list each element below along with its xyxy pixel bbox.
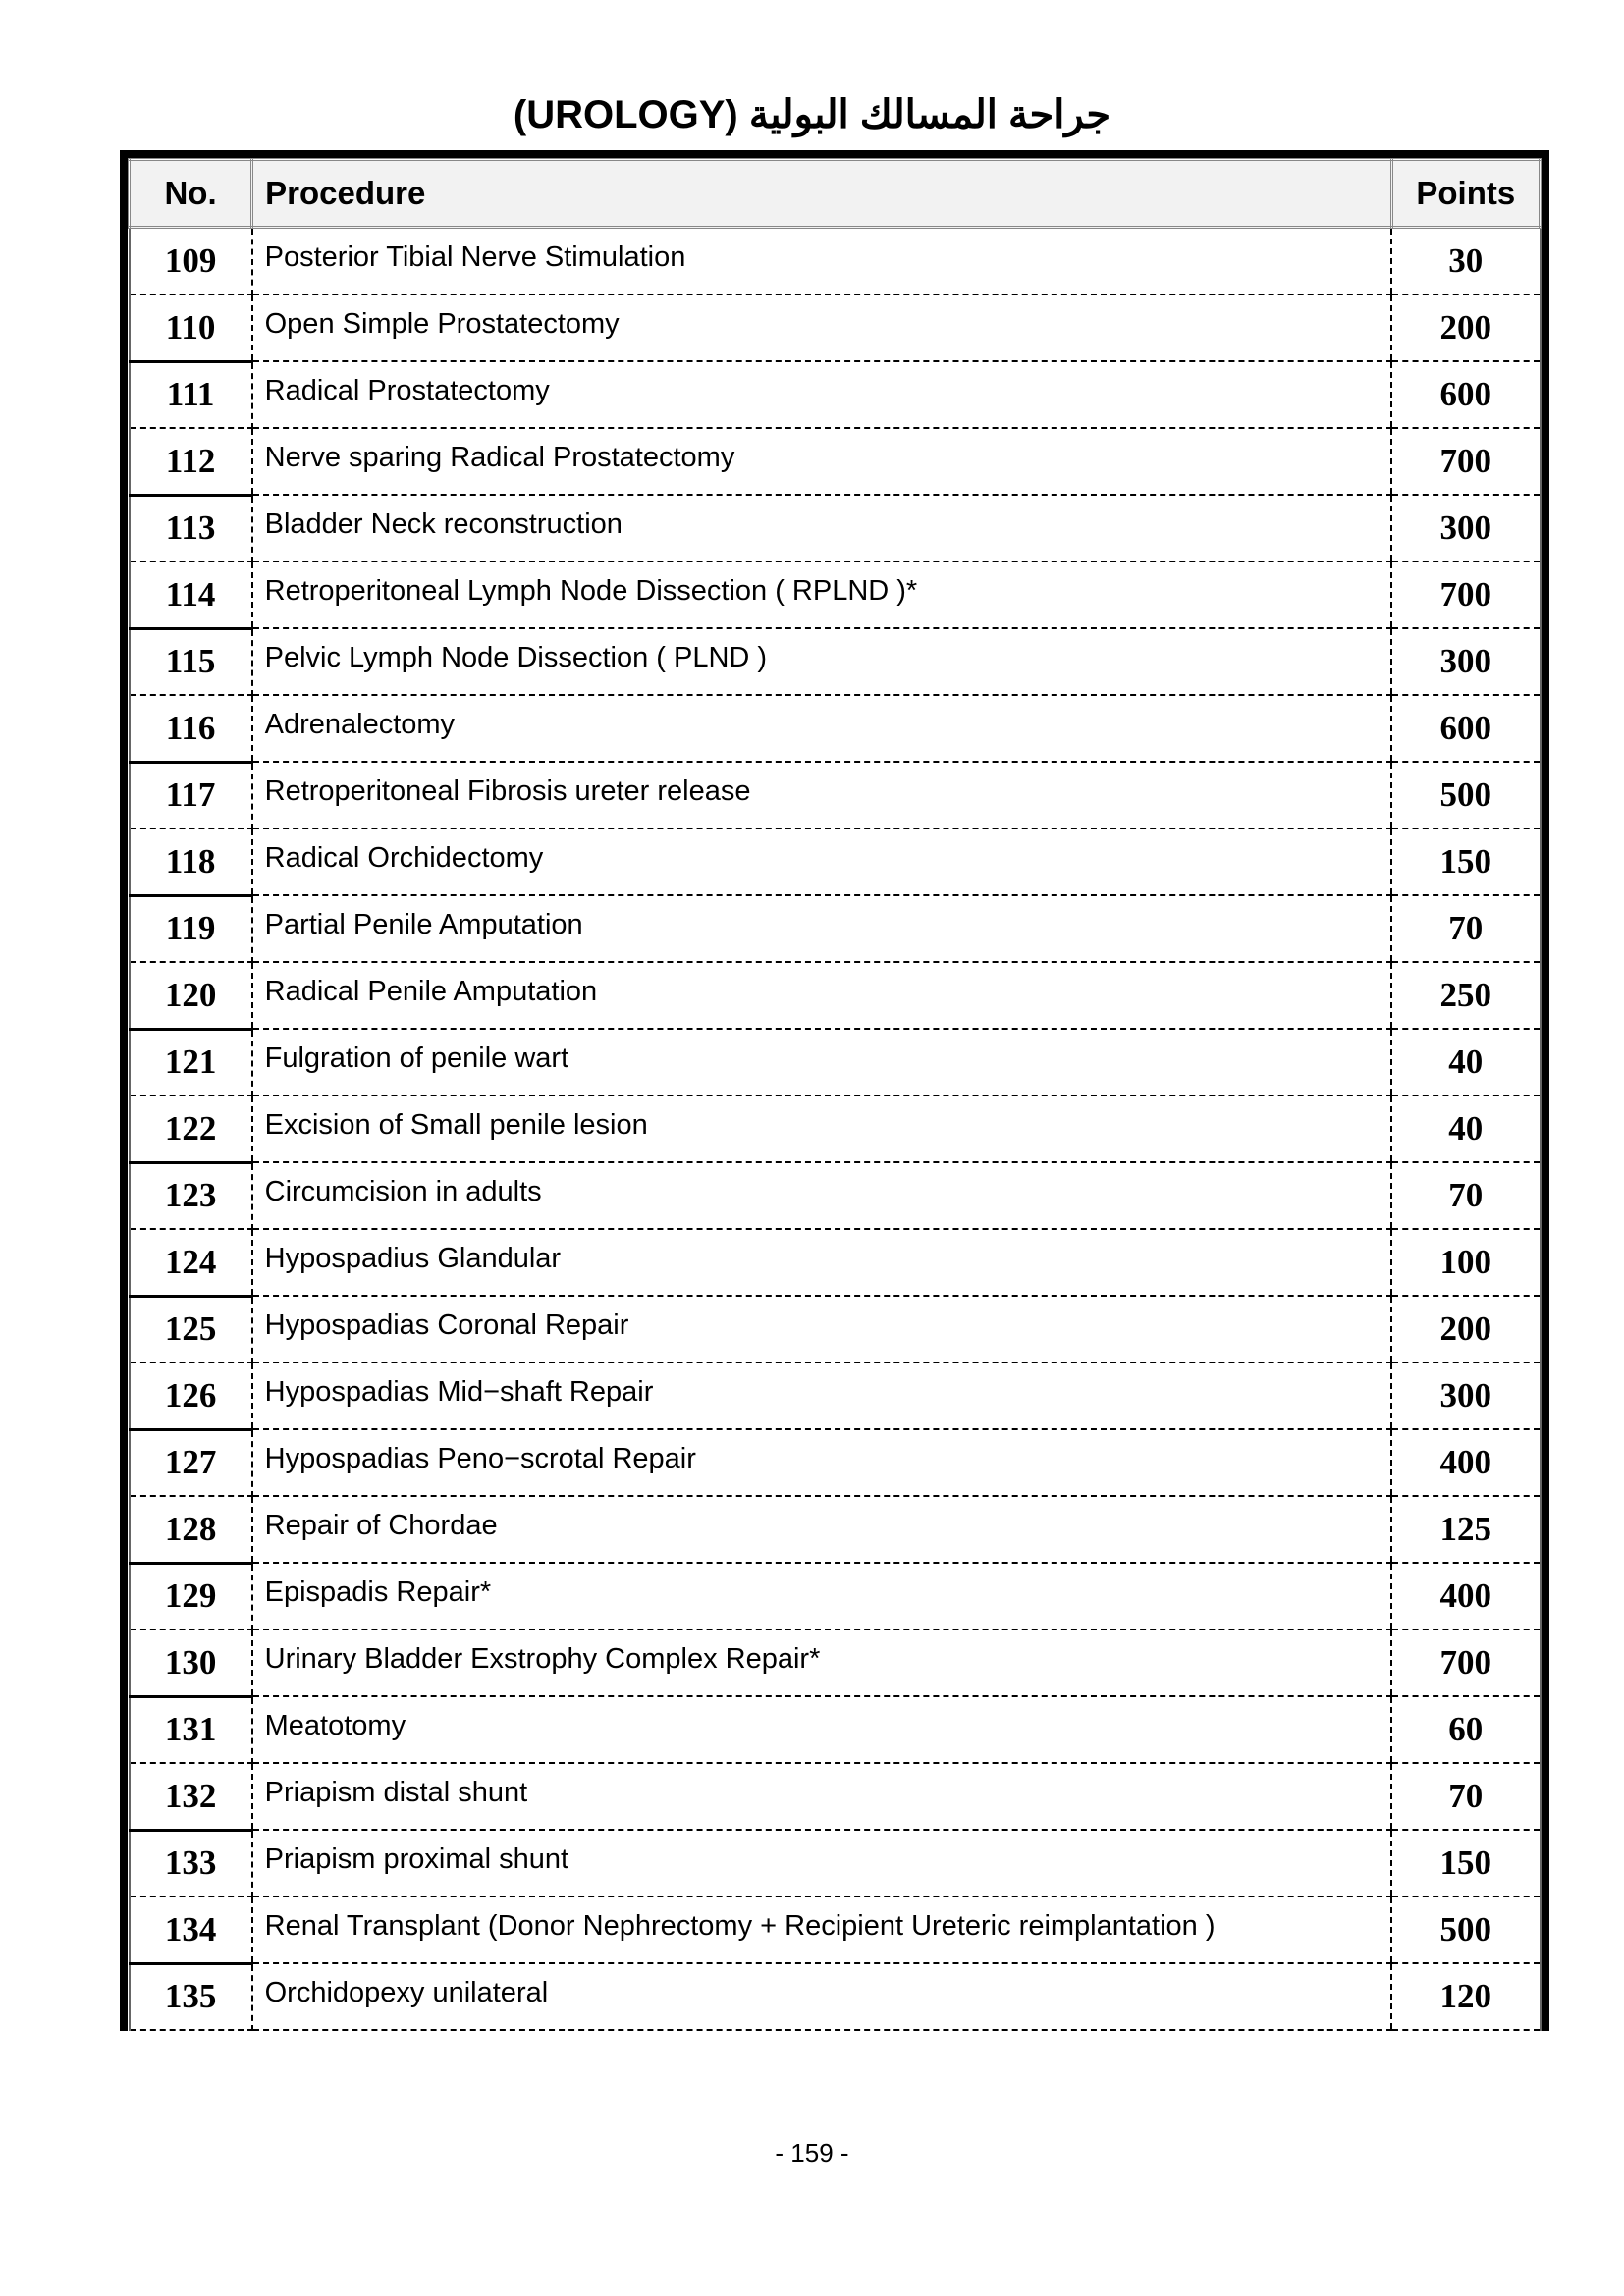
header-no: No.	[130, 160, 252, 228]
row-points: 40	[1391, 1095, 1540, 1162]
row-number: 115	[130, 628, 252, 695]
table-row	[130, 1229, 1541, 1296]
row-procedure: Radical Penile Amputation	[252, 962, 1391, 1029]
row-number: 121	[130, 1029, 252, 1095]
row-procedure: Posterior Tibial Nerve Stimulation	[252, 228, 1391, 295]
row-number: 135	[130, 1963, 252, 2030]
row-procedure: Pelvic Lymph Node Dissection ( PLND )	[252, 628, 1391, 695]
row-procedure: Retroperitoneal Lymph Node Dissection ( RPLND )*	[252, 561, 1391, 628]
row-points: 600	[1391, 695, 1540, 762]
row-procedure: Repair of Chordae	[252, 1496, 1391, 1563]
table-row	[130, 762, 1541, 828]
table-row	[130, 828, 1541, 895]
row-procedure: Urinary Bladder Exstrophy Complex Repair*	[252, 1629, 1391, 1696]
row-points: 60	[1391, 1696, 1540, 1763]
table-row	[130, 1563, 1541, 1629]
row-number: 116	[130, 695, 252, 762]
row-procedure: Fulgration of penile wart	[252, 1029, 1391, 1095]
table-row	[130, 1429, 1541, 1496]
row-points: 120	[1391, 1963, 1540, 2030]
row-points: 100	[1391, 1229, 1540, 1296]
title-english: (UROLOGY)	[513, 93, 738, 136]
table-body	[130, 228, 1541, 2031]
procedures-table	[128, 158, 1542, 2031]
row-procedure: Hypospadias Peno−scrotal Repair	[252, 1429, 1391, 1496]
table-row	[130, 1696, 1541, 1763]
row-points: 250	[1391, 962, 1540, 1029]
table-row	[130, 1963, 1541, 2030]
table-row	[130, 1296, 1541, 1362]
row-procedure: Nerve sparing Radical Prostatectomy	[252, 428, 1391, 495]
row-number: 133	[130, 1830, 252, 1896]
table-row	[130, 1362, 1541, 1429]
table-row	[130, 495, 1541, 561]
row-number: 117	[130, 762, 252, 828]
row-points: 70	[1391, 1763, 1540, 1830]
row-points: 700	[1391, 1629, 1540, 1696]
row-procedure: Radical Orchidectomy	[252, 828, 1391, 895]
row-points: 200	[1391, 294, 1540, 361]
row-procedure: Hypospadias Coronal Repair	[252, 1296, 1391, 1362]
row-number: 109	[130, 228, 252, 295]
table-row	[130, 561, 1541, 628]
table-header-row	[130, 160, 1541, 228]
row-points: 150	[1391, 828, 1540, 895]
row-points: 70	[1391, 895, 1540, 962]
row-procedure: Priapism distal shunt	[252, 1763, 1391, 1830]
row-points: 70	[1391, 1162, 1540, 1229]
row-number: 118	[130, 828, 252, 895]
row-number: 123	[130, 1162, 252, 1229]
row-points: 200	[1391, 1296, 1540, 1362]
table-row	[130, 1629, 1541, 1696]
row-points: 600	[1391, 361, 1540, 428]
row-procedure: Excision of Small penile lesion	[252, 1095, 1391, 1162]
row-procedure: Circumcision in adults	[252, 1162, 1391, 1229]
header-points: Points	[1391, 160, 1540, 228]
row-procedure: Retroperitoneal Fibrosis ureter release	[252, 762, 1391, 828]
row-points: 300	[1391, 628, 1540, 695]
row-number: 129	[130, 1563, 252, 1629]
row-points: 500	[1391, 1896, 1540, 1963]
row-number: 114	[130, 561, 252, 628]
row-points: 30	[1391, 228, 1540, 295]
row-points: 300	[1391, 1362, 1540, 1429]
row-number: 120	[130, 962, 252, 1029]
row-number: 134	[130, 1896, 252, 1963]
row-number: 124	[130, 1229, 252, 1296]
row-number: 131	[130, 1696, 252, 1763]
row-procedure: Radical Prostatectomy	[252, 361, 1391, 428]
row-points: 40	[1391, 1029, 1540, 1095]
row-procedure: Open Simple Prostatectomy	[252, 294, 1391, 361]
row-number: 127	[130, 1429, 252, 1496]
title-arabic: جراحة المسالك البولية	[748, 93, 1111, 136]
table-row	[130, 895, 1541, 962]
table-row	[130, 1896, 1541, 1963]
row-procedure: Adrenalectomy	[252, 695, 1391, 762]
row-points: 500	[1391, 762, 1540, 828]
row-number: 119	[130, 895, 252, 962]
row-procedure: Partial Penile Amputation	[252, 895, 1391, 962]
row-points: 400	[1391, 1563, 1540, 1629]
row-points: 125	[1391, 1496, 1540, 1563]
header-procedure: Procedure	[252, 160, 1391, 228]
row-number: 113	[130, 495, 252, 561]
row-number: 112	[130, 428, 252, 495]
table-row	[130, 361, 1541, 428]
row-procedure: Epispadis Repair*	[252, 1563, 1391, 1629]
table-row	[130, 695, 1541, 762]
table-row	[130, 294, 1541, 361]
table-row	[130, 428, 1541, 495]
row-points: 400	[1391, 1429, 1540, 1496]
row-points: 700	[1391, 561, 1540, 628]
row-points: 700	[1391, 428, 1540, 495]
row-number: 128	[130, 1496, 252, 1563]
row-points: 300	[1391, 495, 1540, 561]
row-procedure: Priapism proximal shunt	[252, 1830, 1391, 1896]
row-procedure: Renal Transplant (Donor Nephrectomy + Recipient Ureteric reimplantation )	[252, 1896, 1391, 1963]
table-row	[130, 1095, 1541, 1162]
row-number: 130	[130, 1629, 252, 1696]
row-procedure: Bladder Neck reconstruction	[252, 495, 1391, 561]
row-number: 110	[130, 294, 252, 361]
table-row	[130, 1763, 1541, 1830]
page-title	[0, 90, 1624, 139]
procedures-table-container	[120, 150, 1549, 2031]
row-procedure: Hypospadius Glandular	[252, 1229, 1391, 1296]
row-number: 126	[130, 1362, 252, 1429]
row-procedure: Orchidopexy unilateral	[252, 1963, 1391, 2030]
row-number: 111	[130, 361, 252, 428]
table-row	[130, 962, 1541, 1029]
table-row	[130, 228, 1541, 295]
row-number: 122	[130, 1095, 252, 1162]
row-number: 125	[130, 1296, 252, 1362]
table-row	[130, 1162, 1541, 1229]
table-row	[130, 1830, 1541, 1896]
page-number: - 159 -	[775, 2138, 849, 2167]
row-procedure: Hypospadias Mid−shaft Repair	[252, 1362, 1391, 1429]
table-row	[130, 1029, 1541, 1095]
row-number: 132	[130, 1763, 252, 1830]
row-procedure: Meatotomy	[252, 1696, 1391, 1763]
table-row	[130, 628, 1541, 695]
table-row	[130, 1496, 1541, 1563]
row-points: 150	[1391, 1830, 1540, 1896]
